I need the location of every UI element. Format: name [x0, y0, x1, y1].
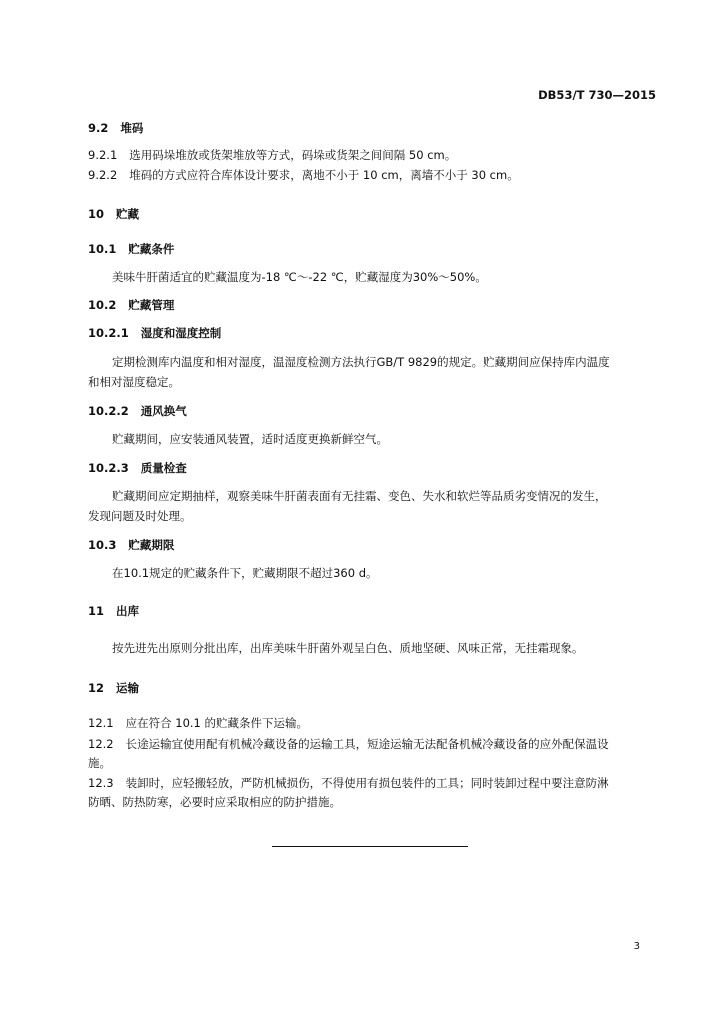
clause-number: 12.2: [88, 737, 114, 751]
heading-10-2-3: [88, 460, 187, 476]
paragraph-10-2-3-line2: 发现问题及时处理。: [88, 509, 192, 523]
paragraph-10-3: 在10.1规定的贮藏条件下，贮藏期限不超过360 d。: [112, 566, 378, 580]
heading-9-2: [88, 120, 143, 136]
paragraph-10-2-2: 贮藏期间，应安装通风装置，适时适度更换新鲜空气。: [112, 432, 388, 446]
section-number: 10.2.3: [88, 461, 129, 475]
clause-text: 选用码垛堆放或货架堆放等方式，码垛或货架之间间隔 50 cm。: [129, 148, 457, 162]
heading-10-3: [88, 537, 174, 553]
clause-number: 9.2.2: [88, 168, 118, 182]
section-number: 12: [88, 681, 105, 695]
section-number: 9.2: [88, 121, 109, 135]
page-number: 3: [633, 941, 640, 952]
clause-number: 12.1: [88, 716, 114, 730]
section-title: 贮藏期限: [128, 538, 175, 552]
heading-10-2: [88, 297, 174, 313]
paragraph-11: 按先进先出原则分批出库，出库美味牛肝菌外观呈白色、质地坚硬、风味正常，无挂霜现象。: [112, 641, 584, 655]
section-title: 堆码: [120, 121, 144, 135]
heading-10: [88, 206, 139, 222]
clause-number: 9.2.1: [88, 148, 118, 162]
section-number: 11: [88, 604, 105, 618]
heading-10-1: [88, 241, 174, 257]
clause-9-2-2: [88, 167, 519, 183]
heading-11: [88, 603, 139, 619]
section-title: 贮藏管理: [128, 298, 175, 312]
section-number: 10.2.1: [88, 326, 129, 340]
end-of-standard-rule: [272, 846, 468, 847]
section-title: 通风换气: [140, 404, 187, 418]
clause-text: 应在符合 10.1 的贮藏条件下运输。: [125, 716, 309, 730]
section-title: 湿度和湿度控制: [140, 326, 222, 340]
section-title: 质量检查: [140, 461, 187, 475]
paragraph-10-2-3-line1: 贮藏期间应定期抽样，观察美味牛肝菌表面有无挂霜、变色、失水和软烂等品质劣变情况的发生，: [112, 489, 607, 503]
paragraph-10-2-1-line2: 和相对湿度稳定。: [88, 375, 180, 389]
document-code: DB53/T 730—2015: [538, 88, 656, 102]
heading-12: [88, 680, 139, 696]
section-title: 出库: [116, 604, 140, 618]
paragraph-10-1: 美味牛肝菌适宜的贮藏温度为-18 ℃～-22 ℃，贮藏湿度为30%～50%。: [112, 270, 487, 284]
clause-12-1: [88, 715, 308, 731]
heading-10-2-1: [88, 325, 221, 341]
section-title: 运输: [116, 681, 140, 695]
clause-text: 长途运输宜使用配有机械冷藏设备的运输工具，短途运输无法配备机械冷藏设备的应外配保温设: [125, 737, 609, 751]
clause-text: 堆码的方式应符合库体设计要求，离地不小于 10 cm，离墙不小于 30 cm。: [129, 168, 519, 182]
paragraph-10-2-1-line1: 定期检测库内温度和相对湿度，温湿度检测方法执行GB/T 9829的规定。贮藏期间应保持库内温度: [112, 355, 610, 369]
section-number: 10: [88, 207, 105, 221]
clause-text: 装卸时，应轻搬轻放，严防机械损伤，不得使用有损包装件的工具；同时装卸过程中要注意防淋: [125, 776, 609, 790]
clause-12-3-line1: [88, 775, 609, 791]
clause-12-2-line1: [88, 736, 609, 752]
section-number: 10.1: [88, 242, 117, 256]
section-number: 10.3: [88, 538, 117, 552]
section-number: 10.2: [88, 298, 117, 312]
clause-12-3-line2: 防晒、防热防寒，必要时应采取相应的防护措施。: [88, 795, 341, 809]
section-number: 10.2.2: [88, 404, 129, 418]
heading-10-2-2: [88, 403, 187, 419]
clause-9-2-1: [88, 147, 456, 163]
clause-number: 12.3: [88, 776, 114, 790]
section-title: 贮藏条件: [128, 242, 175, 256]
clause-12-2-line2: 施。: [88, 756, 111, 770]
section-title: 贮藏: [116, 207, 140, 221]
